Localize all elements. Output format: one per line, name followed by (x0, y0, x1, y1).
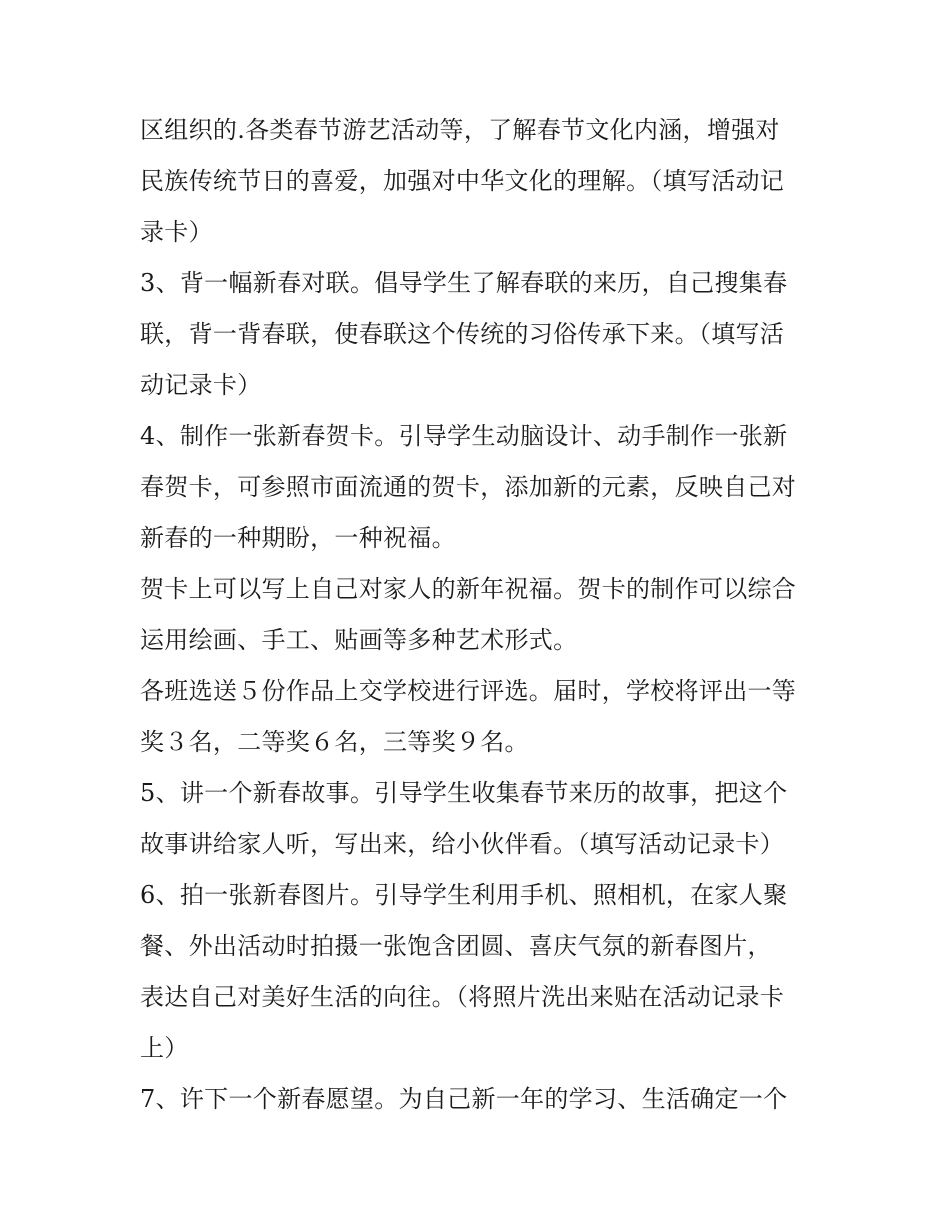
text-line: 5、讲一个新春故事。引导学生收集春节来历的故事，把这个 (140, 779, 788, 807)
text-line: 区组织的.各类春节游艺活动等，了解春节文化内涵，增强对 (140, 116, 780, 144)
text-line: 联，背一背春联，使春联这个传统的习俗传承下来。（填写活 (140, 320, 785, 348)
text-line: 贺卡上可以写上自己对家人的新年祝福。贺卡的制作可以综合 (140, 575, 797, 603)
text-line: 餐、外出活动时拍摄一张饱含团圆、喜庆气氛的新春图片， (140, 932, 772, 960)
text-line: 动记录卡） (140, 371, 262, 399)
text-line: 春贺卡，可参照市面流通的贺卡，添加新的元素，反映自己对 (140, 473, 797, 501)
text-line: 民族传统节日的喜爱，加强对中华文化的理解。（填写活动记 (140, 167, 785, 195)
text-line: 新春的一种期盼，一种祝福。 (140, 524, 456, 552)
text-line: 7、许下一个新春愿望。为自己新一年的学习、生活确定一个 (140, 1085, 788, 1113)
text-line: 上） (140, 1034, 189, 1062)
text-line: 各班选送５份作品上交学校进行评选。届时，学校将评出一等 (140, 677, 797, 705)
text-line: 6、拍一张新春图片。引导学生利用手机、照相机，在家人聚 (140, 881, 788, 909)
text-line: 表达自己对美好生活的向往。（将照片洗出来贴在活动记录卡 (140, 983, 785, 1011)
text-line: 奖３名，二等奖６名，三等奖９名。 (140, 728, 529, 756)
text-line: 3、背一幅新春对联。倡导学生了解春联的来历，自己搜集春 (140, 269, 788, 297)
text-line: 故事讲给家人听，写出来，给小伙伴看。（填写活动记录卡） (140, 830, 785, 858)
text-line: 4、制作一张新春贺卡。引导学生动脑设计、动手制作一张新 (140, 422, 788, 450)
text-line: 运用绘画、手工、贴画等多种艺术形式。 (140, 626, 578, 654)
text-line: 录卡） (140, 218, 213, 246)
document-body (140, 105, 820, 1125)
